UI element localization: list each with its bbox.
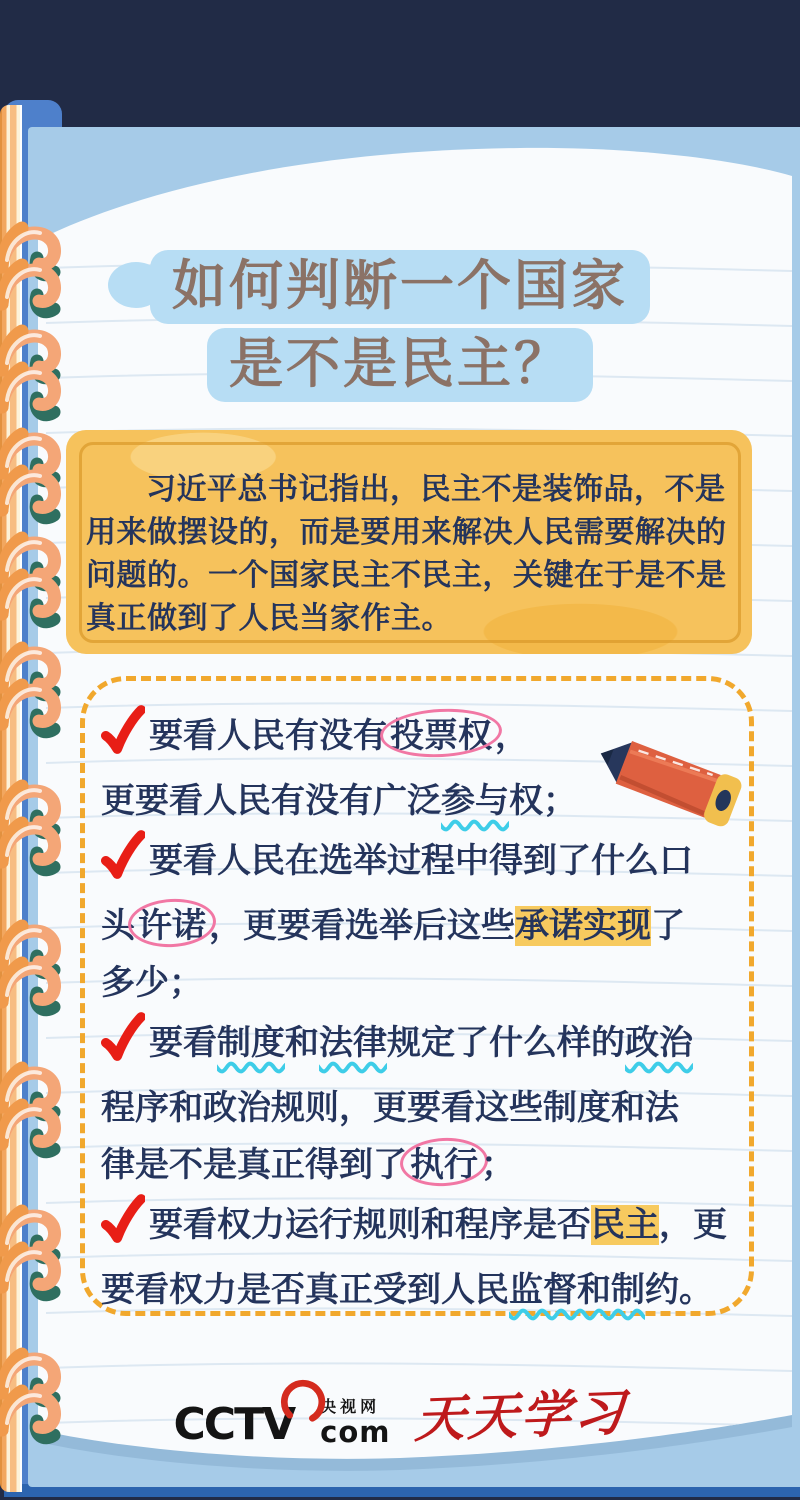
title-highlight: 是不是民主？ [207, 328, 593, 402]
page-title-line2 [0, 328, 800, 402]
checklist-item-4 [101, 1194, 733, 1319]
highlighted-text: 民主 [591, 1205, 659, 1245]
binder-ring [2, 963, 55, 1010]
checklist-item-2 [101, 830, 733, 1012]
checkmark-icon [101, 705, 145, 773]
title-highlight: 如何判断一个国家 [150, 250, 650, 324]
cctv-logo [173, 1377, 391, 1450]
binder-ring [2, 685, 55, 732]
checklist-item-3 [101, 1012, 733, 1194]
wavy-underlined-text: 政治 [625, 1023, 693, 1063]
text-segment: ，更 [659, 1205, 727, 1245]
checkmark-icon [101, 1194, 145, 1262]
cctv-wordmark: CCTV [173, 1399, 295, 1450]
wavy-underlined-text: 法律 [319, 1023, 387, 1063]
text-segment: 权； [509, 781, 577, 821]
text-segment: 了 [651, 906, 685, 946]
quote-text: 习近平总书记指出，民主不是装饰品，不是用来做摆设的，而是要用来解决人民需要解决的问题的。一个国家民主不民主，关键在于是不是真正做到了人民当家作主。 [86, 472, 727, 636]
footer [0, 1376, 800, 1448]
text-segment: 要看人民在选举过程中得到了什么口 [149, 841, 693, 881]
text-segment: ； [481, 1145, 515, 1185]
binder-ring [2, 823, 55, 870]
checkmark-icon [101, 1012, 145, 1080]
cctv-site-block [320, 1399, 390, 1447]
wavy-underlined-text: 制度 [217, 1023, 285, 1063]
text-segment: 和 [285, 1023, 319, 1063]
text-segment: ，更要看选举后这些 [209, 906, 515, 946]
text-segment: 规定了什么样的 [387, 1023, 625, 1063]
cctv-swoosh-icon [278, 1377, 328, 1431]
text-segment: 程序和政治规则，更要看这些制度和法 [101, 1088, 679, 1128]
text-segment: 头 [101, 906, 135, 946]
text-segment: ， [495, 716, 529, 756]
text-segment: 要看权力是否真正受到人民 [101, 1270, 509, 1310]
wavy-underlined-text: 参与 [441, 781, 509, 821]
circled-text: 投票权 [387, 716, 495, 756]
page-title-line1 [0, 250, 800, 324]
text-segment: 更要看人民有没有广泛 [101, 781, 441, 821]
checkmark-icon [101, 830, 145, 898]
cctv-domain: com [320, 1415, 391, 1449]
binder-ring [2, 471, 55, 518]
text-segment: 多少； [101, 963, 203, 1003]
highlighted-text: 承诺实现 [515, 906, 651, 946]
circled-text: 许诺 [135, 906, 209, 946]
title-block [0, 250, 800, 402]
text-segment: 律是不是真正得到了 [101, 1145, 407, 1185]
text-segment: 约。 [645, 1270, 713, 1310]
binder-ring [2, 1248, 55, 1295]
binder-ring [2, 1105, 55, 1152]
wavy-underlined-text: 监督和制 [509, 1270, 645, 1310]
text-segment: 要看 [149, 1023, 217, 1063]
text-segment: 要看人民有没有 [149, 716, 387, 756]
circled-text: 执行 [407, 1145, 481, 1185]
spiral-rings [0, 0, 70, 1500]
binder-ring [2, 575, 55, 622]
text-segment: 要看权力运行规则和程序是否 [149, 1205, 591, 1245]
quote-box [66, 430, 752, 654]
brand-calligraphy: 天天学习 [413, 1383, 628, 1449]
cctv-site-name: 央视网 [320, 1397, 381, 1416]
